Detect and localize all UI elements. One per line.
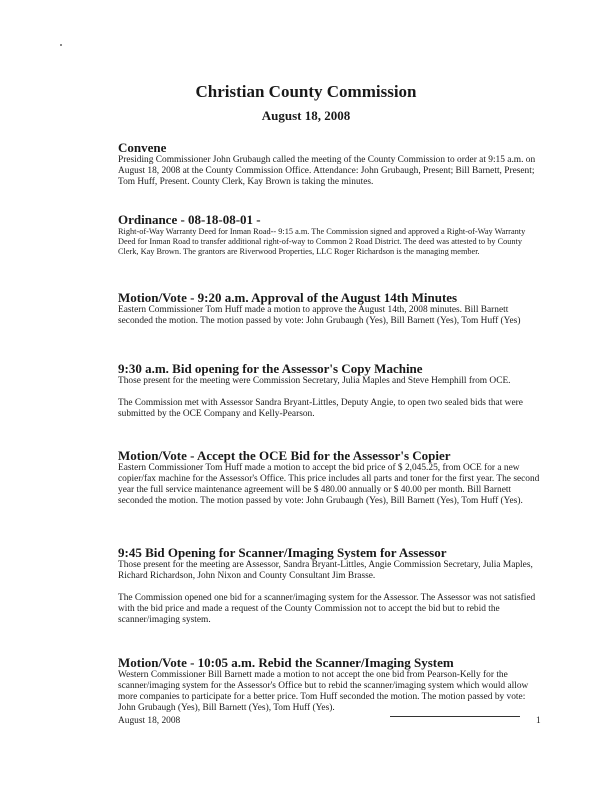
section-approval-minutes — [118, 290, 544, 327]
footer-rule — [390, 716, 520, 717]
footer-date: August 18, 2008 — [118, 716, 181, 726]
section-bid-opening-copier — [118, 361, 544, 420]
section-heading: Ordinance - 08-18-08-01 - — [118, 212, 261, 227]
section-paragraph: Those present for the meeting were Commission Secretary, Julia Maples and Steve Hemphill from OCE. — [118, 376, 511, 386]
document-date: August 18, 2008 — [261, 108, 351, 123]
section-paragraph: Right-of-Way Warranty Deed for Inman Road-- 9:15 a.m. The Commission signed and approved a Right-of-Way Warranty Deed for Inman Road to transfer additional right-of-way to Common 2 Road District. The deed was attested to by County Clerk, Kay Brown. The grantors are Riverwood Properties, LLC Roger Richardson is the managing member. — [118, 227, 526, 256]
section-convene — [118, 140, 544, 188]
section-paragraph: Western Commissioner Bill Barnett made a motion to not accept the one bid from Pearson-Kelly for the scanner/imaging system for the Assessor's Office but to rebid the scanner/imaging system which would allow more companies to participate for a better price. Tom Huff seconded the motion. The motion passed by vote: John Grubaugh (Yes), Bill Barnett (Yes), Tom Huff (Yes). — [118, 670, 529, 713]
scan-speck — [60, 44, 62, 46]
page-number: 1 — [536, 716, 541, 726]
section-heading: 9:30 a.m. Bid opening for the Assessor's Copy Machine — [118, 361, 423, 376]
paragraph-gap — [118, 387, 544, 398]
section-paragraph: Eastern Commissioner Tom Huff made a motion to accept the bid price of $ 2,045.25, from OCE for a new copier/fax machine for the Assessor's Office. This price includes all parts and toner for the first year. The second year the full service maintenance agreement will be $ 480.00 annually or $ 40.00 per month. Bill Barnett seconded the motion. The motion passed by vote: John Grubaugh (Yes), Bill Barnett (Yes), Tom Huff (Yes). — [118, 463, 540, 506]
section-accept-oce-bid — [118, 448, 544, 507]
section-heading: Motion/Vote - Accept the OCE Bid for the Assessor's Copier — [118, 448, 451, 463]
section-paragraph: The Commission opened one bid for a scanner/imaging system for the Assessor. The Assessor was not satisfied with the bid price and made a request of the County Commission not to accept the bid but to rebid the scanner/imaging system. — [118, 593, 536, 625]
section-paragraph: The Commission met with Assessor Sandra Bryant-Littles, Deputy Angie, to open two sealed bids that were submitted by the OCE Company and Kelly-Pearson. — [118, 398, 523, 419]
section-heading: Motion/Vote - 9:20 a.m. Approval of the August 14th Minutes — [118, 290, 458, 305]
section-heading: Convene — [118, 140, 167, 155]
section-paragraph: Those present for the meeting are Assessor, Sandra Bryant-Littles, Angie Commission Secretary, Julia Maples, Richard Richardson, John Nixon and County Consultant Jim Brasse. — [118, 560, 533, 581]
section-scanner-bid-opening — [118, 545, 544, 626]
section-paragraph: Presiding Commissioner John Grubaugh called the meeting of the County Commission to order at 9:15 a.m. on August 18, 2008 at the County Commission Office. Attendance: John Grubaugh, Present; Bill Barnett, Present; Tom Huff, Present. County Clerk, Kay Brown is taking the minutes. — [118, 155, 536, 187]
section-heading: Motion/Vote - 10:05 a.m. Rebid the Scanner/Imaging System — [118, 655, 454, 670]
section-ordinance — [118, 212, 544, 257]
section-rebid-scanner — [118, 655, 544, 714]
paragraph-gap — [118, 582, 544, 593]
section-paragraph: Eastern Commissioner Tom Huff made a motion to approve the August 14th, 2008 minutes. Bill Barnett seconded the motion. The motion passed by vote: John Grubaugh (Yes), Bill Barnett (Yes), Tom Huff (Yes) — [118, 305, 521, 326]
document-title: Christian County Commission — [195, 82, 417, 101]
section-heading: 9:45 Bid Opening for Scanner/Imaging System for Assessor — [118, 545, 447, 560]
